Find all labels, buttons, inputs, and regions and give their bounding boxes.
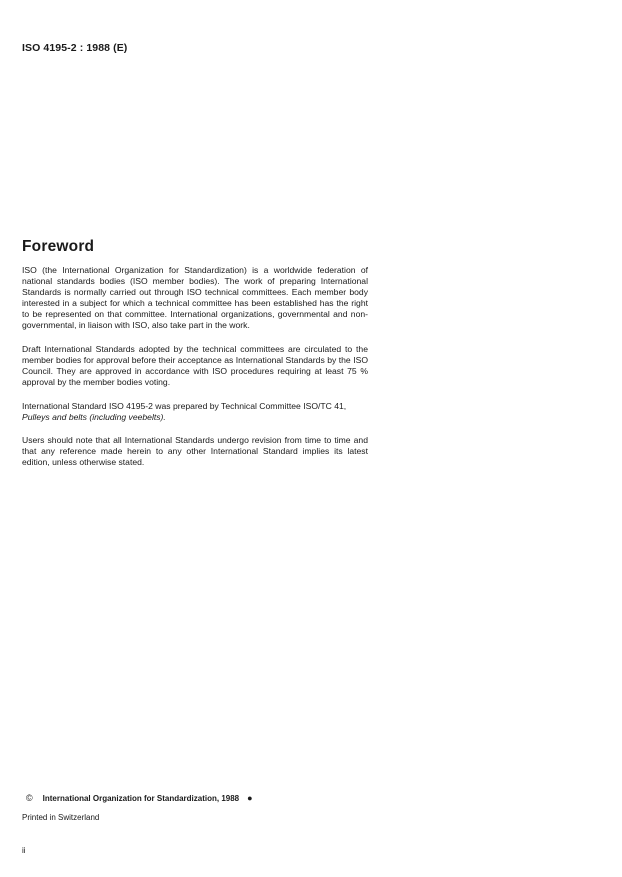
committee-title: Pulleys and belts (including veebelts). — [22, 411, 166, 422]
page-number: ii — [22, 846, 26, 855]
preparation-text: International Standard ISO 4195-2 was prepared by Technical Committee ISO/TC 41, — [22, 400, 347, 411]
paragraph-revision-note: Users should note that all International Standards undergo revision from time to time and that any reference made herein to any other International Standard implies its latest edition, unless otherwise stated. — [22, 435, 368, 468]
paragraph-draft-standards: Draft International Standards adopted by the technical committees are circulated to the member bodies for approval before their acceptance as International Standards by the ISO Council. They are approved in accordance with ISO procedures requiring at least 75 % approval by the member bodies voting. — [22, 343, 368, 388]
copyright-icon: © — [26, 793, 33, 803]
printed-location: Printed in Switzerland — [22, 813, 100, 822]
foreword-body — [22, 265, 368, 468]
document-header: ISO 4195-2 : 1988 (E) — [22, 42, 128, 54]
section-title: Foreword — [22, 238, 95, 255]
copyright-line — [22, 793, 253, 803]
copyright-text: International Organization for Standardization, 1988 — [42, 793, 240, 803]
bullet-icon: ● — [247, 793, 253, 803]
paragraph-preparation — [22, 401, 368, 423]
paragraph-iso-federation: ISO (the International Organization for Standardization) is a worldwide federation of national standards bodies (ISO member bodies). The work of preparing International Standards is normally carried out through ISO technical committees. Each member body interested in a subject for which a technical committee has been established has the right to be represented on that committee. International organizations, governmental and non-governmental, in liaison with ISO, also take part in the work. — [22, 265, 368, 331]
